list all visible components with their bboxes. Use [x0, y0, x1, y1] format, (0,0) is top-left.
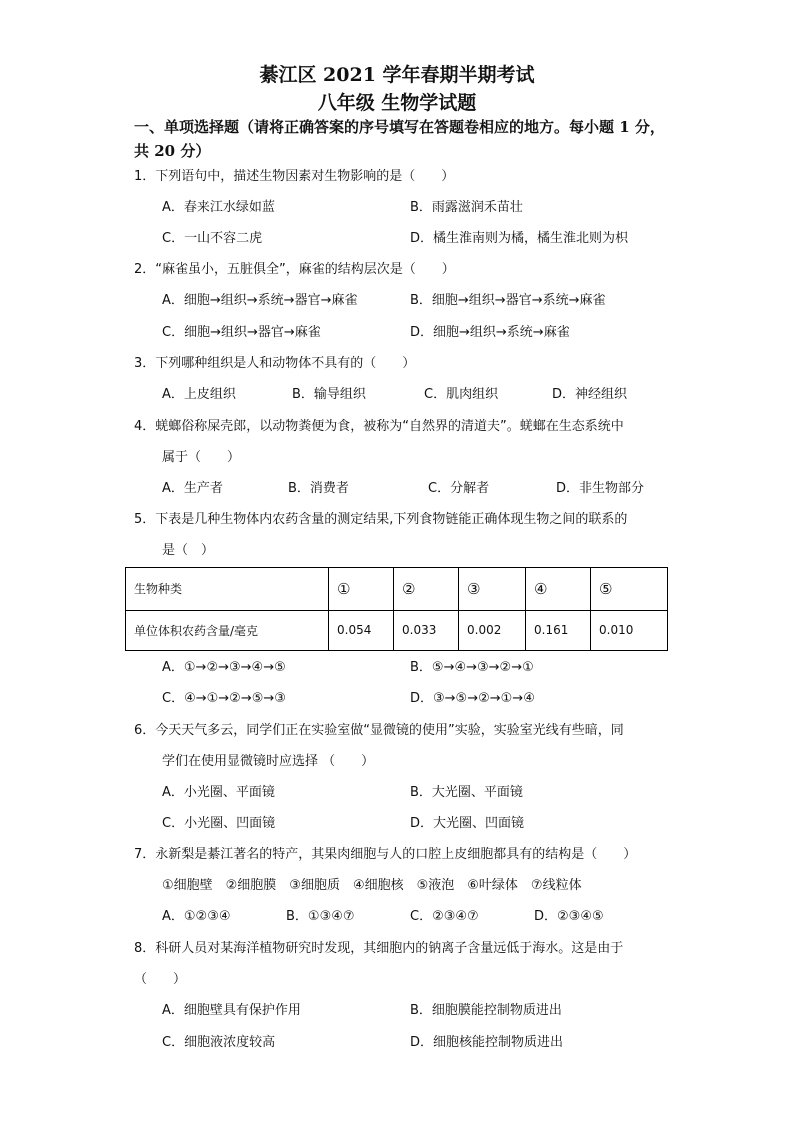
q1-option-b: B．雨露滋润禾苗壮: [410, 200, 523, 215]
q3-option-b: B．输导组织: [292, 387, 366, 402]
q6-option-b: B．大光圈、平面镜: [410, 785, 523, 800]
exam-title: 綦江区 2021 学年春期半期考试: [259, 64, 535, 86]
table-header-row: [126, 568, 668, 611]
q6-option-c: C．小光圈、凹面镜: [162, 816, 276, 831]
q6-option-a: A．小光圈、平面镜: [162, 785, 275, 800]
q5-option-a: A．①→②→③→④→⑤: [162, 660, 286, 675]
q4-option-a: A．生产者: [162, 481, 223, 496]
q8-option-b: B．细胞膜能控制物质进出: [410, 1003, 562, 1018]
section-heading: 一、单项选择题（请将正确答案的序号填写在答题卷相应的地方。每小题 1 分，共 20 分）: [134, 118, 665, 160]
question-1-stem: 1．下列语句中，描述生物因素对生物影响的是（ ）: [134, 169, 455, 184]
table-cell: ②: [394, 568, 459, 611]
question-5-stem: 5．下表是几种生物体内农药含量的测定结果,下列食物链能正确体现生物之间的联系的: [134, 512, 628, 527]
q6-option-d: D．大光圈、凹面镜: [410, 816, 525, 831]
pesticide-table: [125, 567, 668, 651]
q5-option-d: D．③→⑤→②→①→④: [410, 691, 535, 706]
q5-option-b: B．⑤→④→③→②→①: [410, 660, 534, 675]
table-cell: ⑤: [591, 568, 668, 611]
table-cell: 0.054: [329, 610, 394, 650]
q5-option-c: C．④→①→②→⑤→③: [162, 691, 286, 706]
q1-option-d: D．橘生淮南则为橘，橘生淮北则为枳: [410, 231, 629, 246]
question-6-stem-cont: 学们在使用显微镜时应选择 （ ）: [162, 754, 375, 769]
q3-option-a: A．上皮组织: [162, 387, 236, 402]
q7-option-c: C．②③④⑦: [410, 909, 479, 924]
table-cell: 0.033: [394, 610, 459, 650]
question-8-stem-cont: （ ）: [134, 972, 187, 987]
table-cell: 单位体积农药含量/毫克: [126, 610, 329, 650]
exam-subtitle: 八年级 生物学试题: [317, 92, 477, 114]
table-cell: 0.002: [459, 610, 526, 650]
question-6-stem: 6．今天天气多云，同学们正在实验室做“显微镜的使用”实验，实验室光线有些暗，同: [134, 723, 624, 738]
table-cell: ③: [459, 568, 526, 611]
q7-option-d: D．②③④⑤: [534, 909, 604, 924]
q2-option-c: C．细胞→组织→器官→麻雀: [162, 325, 321, 340]
q8-option-d: D．细胞核能控制物质进出: [410, 1035, 564, 1050]
question-4-stem: 4．蜣螂俗称屎壳郎，以动物粪便为食，被称为“自然界的清道夫”。蜣螂在生态系统中: [134, 419, 624, 434]
table-cell: ①: [329, 568, 394, 611]
table-cell: ④: [526, 568, 591, 611]
question-2-stem: 2．“麻雀虽小，五脏俱全”，麻雀的结构层次是（ ）: [134, 262, 455, 277]
q3-option-d: D．神经组织: [552, 387, 628, 402]
q4-option-c: C．分解者: [428, 481, 490, 496]
q8-option-a: A．细胞壁具有保护作用: [162, 1003, 301, 1018]
q1-option-a: A．春来江水绿如蓝: [162, 200, 275, 215]
q1-option-c: C．一山不容二虎: [162, 231, 263, 246]
q4-option-d: D．非生物部分: [556, 481, 645, 496]
q8-option-c: C．细胞液浓度较高: [162, 1035, 276, 1050]
question-5-stem-cont: 是（ ）: [162, 543, 215, 558]
question-7-stem: 7．永新梨是綦江著名的特产，其果肉细胞与人的口腔上皮细胞都具有的结构是（ ）: [134, 847, 637, 862]
table-cell: 生物种类: [126, 568, 329, 611]
table-cell: 0.161: [526, 610, 591, 650]
question-4-stem-cont: 属于（ ）: [162, 450, 241, 465]
q2-option-d: D．细胞→组织→系统→麻雀: [410, 325, 570, 340]
question-8-stem: 8．科研人员对某海洋植物研究时发现，其细胞内的钠离子含量远低于海水。这是由于: [134, 941, 624, 956]
q4-option-b: B．消费者: [288, 481, 349, 496]
table-row: [126, 610, 668, 650]
q2-option-a: A．细胞→组织→系统→器官→麻雀: [162, 293, 358, 308]
q2-option-b: B．细胞→组织→器官→系统→麻雀: [410, 293, 606, 308]
table-cell: 0.010: [591, 610, 668, 650]
question-3-stem: 3．下列哪种组织是人和动物体不具有的（ ）: [134, 356, 416, 371]
q3-option-c: C．肌肉组织: [424, 387, 499, 402]
q7-option-b: B．①③④⑦: [286, 909, 355, 924]
question-7-structures: ①细胞壁 ②细胞膜 ③细胞质 ④细胞核 ⑤液泡 ⑥叶绿体 ⑦线粒体: [162, 878, 582, 893]
q7-option-a: A．①②③④: [162, 909, 231, 924]
